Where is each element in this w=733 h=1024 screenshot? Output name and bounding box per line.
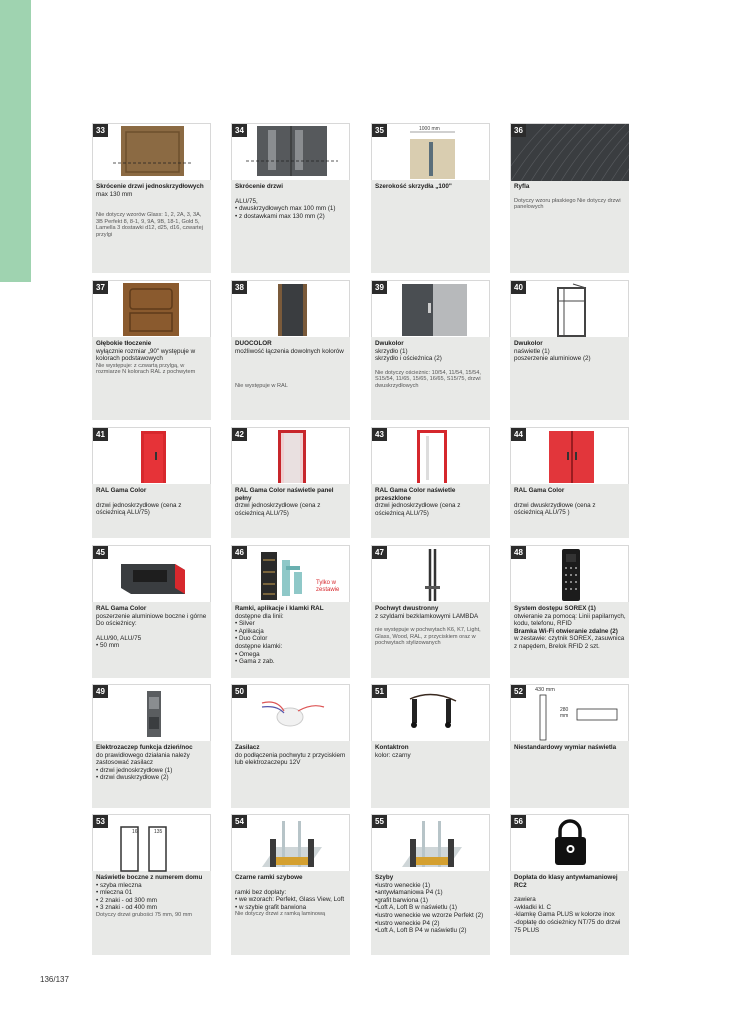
option-number: 50: [232, 685, 247, 698]
option-title: RAL Gama Color naświetle przeszklone: [375, 487, 456, 502]
option-line: otwieranie za pomocą: Linii papilarnych, kodu, telefonu, RFID: [514, 612, 626, 628]
option-image: [371, 545, 490, 602]
option-description: [375, 487, 487, 517]
option-number: 43: [372, 428, 387, 441]
option-title: Głębokie tłoczenie: [96, 340, 152, 347]
option-description: [514, 340, 626, 363]
option-title: Czarne ramki szybowe: [235, 874, 303, 881]
option-line: do podłączenia pochwytu z przyciskiem lub elektrozaczepu 12V: [235, 751, 346, 767]
sorex-keypad-icon: [511, 546, 629, 603]
note-label: Tylko w zestawie: [316, 580, 340, 593]
option-description: [235, 874, 347, 918]
option-card-49: [92, 684, 211, 808]
option-image: [371, 814, 490, 871]
side-light-number-icon: [93, 815, 211, 872]
option-line: • mleczna 01: [96, 889, 133, 897]
option-card-53: [92, 814, 211, 955]
option-line: wyłącznie rozmiar „90" występuje w kolorach podstawowych: [96, 347, 196, 363]
red-double-door-icon: [511, 428, 629, 485]
option-note: Nie występuje: z czwartą przylgą, w rozmiarze N kolorach RAL z pochwytem: [96, 362, 196, 376]
option-title: Skrócenie drzwi: [235, 183, 283, 190]
option-title: Dwukolor: [375, 340, 404, 347]
option-description: [96, 605, 208, 650]
dimension-label: 1000 mm: [419, 126, 440, 132]
option-description: [235, 605, 347, 666]
frames-handles-icon: [232, 546, 350, 603]
option-card-56: [510, 814, 629, 955]
ribbed-texture-icon: [511, 124, 629, 181]
padlock-icon: [511, 815, 629, 872]
option-line: •lustro weneckie P4 (2): [375, 919, 440, 927]
glass-frame-icon: [232, 815, 350, 872]
option-image: [510, 280, 629, 337]
option-line: ALU/75,: [235, 197, 258, 205]
option-card-44: [510, 427, 629, 538]
option-note: Nie dotyczy wzorów Glass: 1, 2, 2A, 3, 3A, 3B Perfekt 8, 8-1, 9, 9A, 9B, 18-1, Gold 5, Lamella 3 dostawki d12, d25, d16, czwartej przylgi: [96, 212, 203, 238]
option-title: Ryfla: [514, 183, 530, 190]
option-number: 35: [372, 124, 387, 137]
option-description: [96, 340, 208, 376]
option-image: [92, 814, 211, 871]
option-image: [510, 814, 629, 871]
spacer: [96, 198, 208, 205]
option-line: • we wzorach: Perfekt, Glass View, Loft: [235, 896, 345, 904]
transom-frame-icon: [511, 281, 629, 338]
option-image: [371, 684, 490, 741]
spacer: [235, 369, 347, 376]
option-image: [231, 814, 350, 871]
option-image: [510, 427, 629, 484]
option-card-46: [231, 545, 350, 678]
option-number: 49: [93, 685, 108, 698]
option-title: Skrócenie drzwi jednoskrzydłowych: [96, 183, 204, 190]
option-line: drzwi jednoskrzydłowe (cena z ościeżnicą ALU/75): [375, 502, 461, 517]
option-title: Bramka Wi-Fi otwieranie zdalne (2): [514, 627, 618, 635]
option-title: RAL Gama Color naświetle panel pełny: [235, 487, 334, 502]
option-line: •antywłamaniowa P4 (1): [375, 889, 443, 897]
option-line: dostępne dla linii:: [235, 612, 284, 620]
option-line: • Duo Color: [235, 635, 268, 643]
option-note: Nie występuje w RAL: [235, 383, 288, 390]
option-line: drzwi jednoskrzydłowe (cena z ościeżnicą ALU/75): [235, 502, 321, 517]
option-description: [375, 340, 487, 390]
option-line: • szyba mleczna: [96, 881, 142, 889]
option-number: 48: [511, 546, 526, 559]
option-line: skrzydło i ościeżnica (2): [375, 355, 442, 363]
option-title: Szyby: [375, 874, 394, 881]
option-number: 34: [232, 124, 247, 137]
option-number: 52: [511, 685, 526, 698]
option-title: RAL Gama Color: [96, 605, 147, 612]
option-title: Niestandardowy wymiar naświetla: [514, 744, 617, 751]
option-image: [231, 545, 350, 602]
option-card-51: [371, 684, 490, 808]
aluminium-extension-icon: [93, 546, 211, 603]
red-door-icon: [93, 428, 211, 485]
spacer: [96, 495, 208, 502]
option-number: 38: [232, 281, 247, 294]
option-card-54: [231, 814, 350, 955]
option-number: 53: [93, 815, 108, 828]
spacer: [375, 363, 487, 370]
option-title: Ramki, aplikacje i klamki RAL: [235, 605, 324, 612]
option-card-41: [92, 427, 211, 538]
option-title: Zasilacz: [235, 744, 260, 751]
option-line: do prawidłowego działania należy zastosować zasilacz: [96, 751, 190, 767]
option-line: •lustro weneckie (1): [375, 881, 431, 889]
option-note: Nie dotyczy drzwi z ramką laminową: [235, 911, 326, 918]
option-image: [371, 123, 490, 180]
option-image: [92, 684, 211, 741]
option-line: w zestawie: czytnik SOREX, zasuwnica z napędem, Brelok RFID 2 szt.: [514, 635, 625, 650]
option-card-50: [231, 684, 350, 808]
option-number: 45: [93, 546, 108, 559]
spacer: [235, 191, 347, 198]
option-image: [231, 684, 350, 741]
spacer: [235, 355, 347, 362]
option-number: 51: [372, 685, 387, 698]
reed-switch-icon: [372, 685, 490, 742]
option-description: [375, 183, 487, 191]
option-line: -dopłatę do ościeżnicy NT/75 do drzwi 75 PLUS: [514, 918, 621, 934]
option-description: [96, 183, 208, 239]
spacer: [96, 628, 208, 635]
option-card-48: [510, 545, 629, 678]
option-image: [92, 427, 211, 484]
option-note: Nie dotyczy ościeżnic: 10/54, 11/54, 15/54, S15/54, 11/65, 15/65, 16/65, S15/75, drzwi dwuskrzydłowych: [375, 369, 481, 389]
option-line: •Loft A, Loft B P4 w naświetlu (2): [375, 927, 467, 935]
option-card-42: [231, 427, 350, 538]
option-card-40: [510, 280, 629, 420]
option-line: poszerzenie aluminiowe (2): [514, 355, 591, 363]
section-color-tab: [0, 0, 31, 282]
option-title: System dostępu SOREX (1): [514, 605, 596, 612]
option-note: nie występuje w pochwytach K6, K7, Light, Glass, Wood, RAL, z przyciskiem oraz w pochwytach stylizowanych: [375, 627, 481, 647]
option-description: [375, 744, 487, 759]
option-number: 37: [93, 281, 108, 294]
spacer: [375, 620, 487, 627]
option-image: [510, 123, 629, 180]
option-number: 47: [372, 546, 387, 559]
option-line: możliwość łączenia dowolnych kolorów: [235, 347, 344, 355]
option-image: [231, 123, 350, 180]
option-note: Dotyczy wzoru płaskiego Nie dotyczy drzwi panelowych: [514, 197, 621, 211]
option-card-39: [371, 280, 490, 420]
option-line: poszerzenie aluminiowe boczne i górne: [96, 612, 207, 620]
option-title: Szerokość skrzydła „100": [375, 183, 452, 190]
red-door-panel-icon: [232, 428, 350, 485]
option-description: [235, 183, 347, 220]
power-supply-icon: [232, 685, 350, 742]
option-card-38: [231, 280, 350, 420]
option-line: • drzwi dwuskrzydłowe (2): [96, 774, 169, 782]
width-label: 430 mm: [535, 687, 555, 693]
option-description: [514, 744, 626, 752]
option-card-36: [510, 123, 629, 273]
house-number: 135: [154, 829, 163, 835]
option-number: 56: [511, 815, 526, 828]
red-door-glass-icon: [372, 428, 490, 485]
option-description: [375, 874, 487, 935]
option-description: [96, 744, 208, 782]
option-number: 42: [232, 428, 247, 441]
option-title: Pochwyt dwustronny: [375, 605, 439, 612]
spacer: [96, 205, 208, 212]
option-image: [510, 684, 629, 741]
spacer: [514, 191, 626, 198]
option-line: •Loft A, Loft B w naświetlu (1): [375, 904, 458, 912]
option-line: drzwi dwuskrzydłowe (cena z ościeżnicą ALU/75 ): [514, 501, 596, 517]
option-card-55: [371, 814, 490, 955]
page-number: 136/137: [40, 975, 69, 984]
option-description: [514, 487, 626, 517]
option-card-37: [92, 280, 211, 420]
option-number: 33: [93, 124, 108, 137]
spacer: [235, 362, 347, 369]
option-card-33: [92, 123, 211, 273]
option-line: • Gama z zab.: [235, 658, 275, 666]
option-line: dostępne klamki:: [235, 642, 283, 650]
spacer: [514, 495, 626, 502]
option-line: • Omega: [235, 650, 260, 658]
option-line: •lustro weneckie we wzorze Perfekt (2): [375, 911, 484, 919]
option-line: • 50 mm: [96, 642, 120, 650]
option-line: • drzwi jednoskrzydłowe (1): [96, 766, 173, 774]
embossed-door-icon: [93, 281, 211, 338]
option-line: • Silver: [235, 620, 255, 628]
double-door-icon: [232, 124, 350, 181]
spacer: [235, 882, 347, 889]
pull-handle-icon: [372, 546, 490, 603]
option-line: naświetle (1): [514, 347, 550, 355]
option-image: [371, 427, 490, 484]
option-title: RAL Gama Color: [514, 487, 565, 494]
option-number: 39: [372, 281, 387, 294]
option-description: [375, 605, 487, 647]
option-line: max 130 mm: [96, 190, 133, 198]
option-description: [96, 487, 208, 517]
option-line: skrzydło (1): [375, 347, 408, 355]
option-card-45: [92, 545, 211, 678]
height-label: 280 mm: [560, 707, 569, 719]
option-title: Elektrozaczep funkcja dzień/noc: [96, 744, 193, 751]
option-title: Kontaktron: [375, 744, 409, 751]
spacer: [235, 376, 347, 383]
option-title: Dwukolor: [514, 340, 543, 347]
option-card-52: [510, 684, 629, 808]
option-number: 55: [372, 815, 387, 828]
option-title: Naświetle boczne z numerem domu: [96, 874, 203, 881]
option-line: • w szybie grafit barwiona: [235, 903, 307, 911]
option-line: zawiera: [514, 896, 536, 904]
option-number: 44: [511, 428, 526, 441]
option-image: [231, 427, 350, 484]
option-number: 36: [511, 124, 526, 137]
option-image: [510, 545, 629, 602]
option-image: [92, 545, 211, 602]
glass-pane-icon: [372, 815, 490, 872]
option-title: DUOCOLOR: [235, 340, 272, 347]
option-line: ramki bez dopłaty:: [235, 888, 287, 896]
option-number: 41: [93, 428, 108, 441]
option-line: -klamkę Gama PLUS w kolorze inox: [514, 911, 615, 919]
option-description: [235, 340, 347, 390]
option-image: [92, 123, 211, 180]
option-description: [514, 183, 626, 211]
option-line: • 3 znaki - od 400 mm: [96, 904, 158, 912]
duocolor-door-icon: [232, 281, 350, 338]
option-description: [235, 487, 347, 517]
option-image: [92, 280, 211, 337]
door-panel-icon: [93, 124, 211, 181]
spacer: [514, 889, 626, 896]
option-line: • z dostawkami max 130 mm (2): [235, 212, 325, 220]
option-card-34: [231, 123, 350, 273]
door-width-icon: [372, 124, 490, 181]
option-card-47: [371, 545, 490, 678]
option-card-35: [371, 123, 490, 273]
option-description: [514, 605, 626, 651]
option-line: drzwi jednoskrzydłowe (cena z ościeżnicą ALU/75): [96, 501, 182, 517]
option-line: ALU/90, ALU/75: [96, 634, 142, 642]
option-number: 46: [232, 546, 247, 559]
option-line: Do ościeżnicy:: [96, 620, 137, 628]
electric-strike-icon: [93, 685, 211, 742]
option-line: • Aplikacja: [235, 627, 264, 635]
two-color-door-icon: [372, 281, 490, 338]
option-image: [231, 280, 350, 337]
option-description: [235, 744, 347, 767]
house-number: 16: [132, 829, 138, 835]
option-description: [96, 874, 208, 919]
option-line: • 2 znaki - od 300 mm: [96, 896, 158, 904]
option-image: [371, 280, 490, 337]
option-line: -wkładki kl. C: [514, 903, 552, 911]
option-description: [514, 874, 626, 934]
option-number: 54: [232, 815, 247, 828]
option-line: • dwuskrzydłowych max 100 mm (1): [235, 205, 336, 213]
option-note: Dotyczy drzwi grubości 75 mm, 90 mm: [96, 911, 193, 918]
option-line: •grafit barwiona (1): [375, 896, 428, 904]
option-title: RAL Gama Color: [96, 487, 147, 494]
option-number: 40: [511, 281, 526, 294]
option-line: kolor: czarny: [375, 751, 411, 759]
option-card-43: [371, 427, 490, 538]
option-title: Dopłata do klasy antywłamaniowej RC2: [514, 874, 618, 889]
option-line: z szyldami bezklamkowymi LAMBDA: [375, 612, 479, 620]
